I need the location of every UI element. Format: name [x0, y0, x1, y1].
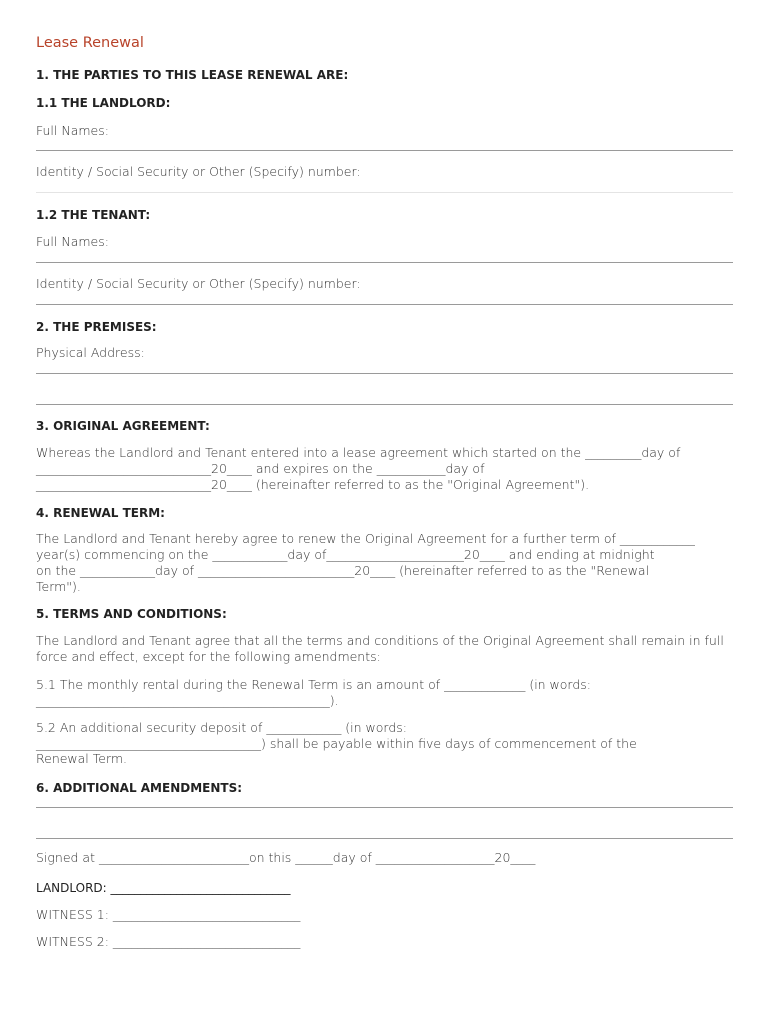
- amendment-5-2-line-1: 5.2 An additional security deposit of ____________ (in words:: [36, 720, 407, 735]
- landlord-heading: 1.1 THE LANDLORD:: [36, 96, 171, 110]
- amendment-5-2-line-2: ____________________________________) shall be payable within five days of commencement of the: [36, 736, 637, 751]
- witness-1-signature-line[interactable]: WITNESS 1: ______________________________: [36, 907, 301, 922]
- original-agreement-line-2: ____________________________20____ and expires on the ___________day of: [36, 461, 485, 476]
- additional-amendments-line-2[interactable]: [36, 838, 733, 839]
- document-title: Lease Renewal: [36, 35, 144, 51]
- signed-at-line[interactable]: Signed at ________________________on this ______day of ___________________20____: [36, 850, 536, 865]
- landlord-id-label: Identity / Social Security or Other (Specify) number:: [36, 164, 361, 179]
- tenant-id-label: Identity / Social Security or Other (Specify) number:: [36, 276, 361, 291]
- amendment-5-2-line-3: Renewal Term.: [36, 751, 128, 766]
- terms-intro-line-2: force and effect, except for the following amendments:: [36, 649, 381, 664]
- section-5-heading: 5. TERMS AND CONDITIONS:: [36, 607, 227, 621]
- section-4-heading: 4. RENEWAL TERM:: [36, 506, 165, 520]
- section-3-heading: 3. ORIGINAL AGREEMENT:: [36, 419, 210, 433]
- tenant-full-names-line[interactable]: [36, 262, 733, 263]
- original-agreement-line-3: ____________________________20____ (hereinafter referred to as the "Original Agreement").: [36, 477, 590, 492]
- section-2-heading: 2. THE PREMISES:: [36, 320, 157, 334]
- amendment-5-1-line-1: 5.1 The monthly rental during the Renewal Term is an amount of _____________ (in words:: [36, 677, 592, 692]
- tenant-id-line[interactable]: [36, 304, 733, 305]
- section-1-heading: 1. THE PARTIES TO THIS LEASE RENEWAL ARE:: [36, 68, 349, 82]
- renewal-term-line-1: The Landlord and Tenant hereby agree to renew the Original Agreement for a further term of ____________: [36, 531, 695, 546]
- terms-intro-line-1: The Landlord and Tenant agree that all the terms and conditions of the Original Agreement shall remain in full: [36, 633, 724, 648]
- amendment-5-1-line-2: _______________________________________________).: [36, 693, 339, 708]
- landlord-signature-line[interactable]: LANDLORD: ______________________________: [36, 881, 291, 895]
- physical-address-label: Physical Address:: [36, 345, 145, 360]
- landlord-id-line[interactable]: [36, 192, 733, 193]
- renewal-term-line-4: Term").: [36, 579, 81, 594]
- additional-amendments-line-1[interactable]: [36, 807, 733, 808]
- renewal-term-line-3: on the ____________day of _________________________20____ (hereinafter referred to as the "Renewal: [36, 563, 650, 578]
- physical-address-line-2[interactable]: [36, 404, 733, 405]
- physical-address-line-1[interactable]: [36, 373, 733, 374]
- tenant-heading: 1.2 THE TENANT:: [36, 208, 151, 222]
- renewal-term-line-2: year(s) commencing on the ____________day of______________________20____ and ending at midnight: [36, 547, 655, 562]
- landlord-full-names-line[interactable]: [36, 150, 733, 151]
- landlord-full-names-label: Full Names:: [36, 123, 109, 138]
- section-6-heading: 6. ADDITIONAL AMENDMENTS:: [36, 781, 243, 795]
- tenant-full-names-label: Full Names:: [36, 234, 109, 249]
- witness-2-signature-line[interactable]: WITNESS 2: ______________________________: [36, 934, 301, 949]
- original-agreement-line-1: Whereas the Landlord and Tenant entered into a lease agreement which started on the _________day of: [36, 445, 681, 460]
